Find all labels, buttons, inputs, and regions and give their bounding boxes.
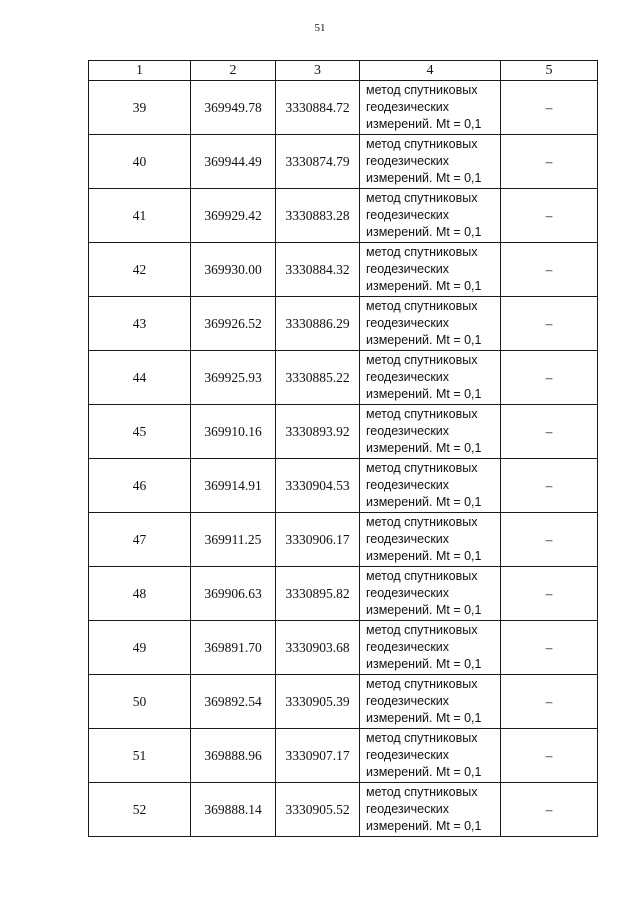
method-cell <box>360 675 501 729</box>
method-text-line: измерений. Mt = 0,1 <box>366 603 482 617</box>
method-text-line: метод спутниковых <box>366 407 478 421</box>
column-5-cell: – <box>501 783 598 837</box>
column-5-cell: – <box>501 189 598 243</box>
table-row <box>89 243 598 297</box>
table-body <box>89 81 598 837</box>
method-text-line: геодезических <box>366 262 450 276</box>
method-cell <box>360 513 501 567</box>
point-number-cell: 46 <box>89 459 191 513</box>
x-coordinate-cell: 369925.93 <box>191 351 276 405</box>
method-text-line: измерений. Mt = 0,1 <box>366 387 482 401</box>
point-number-cell: 43 <box>89 297 191 351</box>
method-text-line: измерений. Mt = 0,1 <box>366 657 482 671</box>
method-text-line: измерений. Mt = 0,1 <box>366 765 482 779</box>
header-col-2: 2 <box>191 61 276 81</box>
header-row <box>89 61 598 81</box>
method-text-line: метод спутниковых <box>366 353 478 367</box>
method-text-line: метод спутниковых <box>366 137 478 151</box>
header-col-1: 1 <box>89 61 191 81</box>
x-coordinate-cell: 369930.00 <box>191 243 276 297</box>
method-cell <box>360 459 501 513</box>
table-row <box>89 675 598 729</box>
method-text-line: измерений. Mt = 0,1 <box>366 441 482 455</box>
x-coordinate-cell: 369929.42 <box>191 189 276 243</box>
header-col-4: 4 <box>360 61 501 81</box>
method-text-line: метод спутниковых <box>366 83 478 97</box>
method-text-line: измерений. Mt = 0,1 <box>366 117 482 131</box>
method-text-line: метод спутниковых <box>366 191 478 205</box>
column-5-cell: – <box>501 621 598 675</box>
column-5-cell: – <box>501 81 598 135</box>
method-cell <box>360 297 501 351</box>
method-text-line: геодезических <box>366 694 450 708</box>
method-cell <box>360 405 501 459</box>
table-row <box>89 567 598 621</box>
y-coordinate-cell: 3330905.52 <box>276 783 360 837</box>
x-coordinate-cell: 369949.78 <box>191 81 276 135</box>
method-cell <box>360 243 501 297</box>
point-number-cell: 50 <box>89 675 191 729</box>
method-text-line: геодезических <box>366 478 450 492</box>
table-row <box>89 351 598 405</box>
y-coordinate-cell: 3330885.22 <box>276 351 360 405</box>
column-5-cell: – <box>501 351 598 405</box>
point-number-cell: 42 <box>89 243 191 297</box>
x-coordinate-cell: 369888.14 <box>191 783 276 837</box>
table-row <box>89 783 598 837</box>
table-row <box>89 405 598 459</box>
method-text-line: геодезических <box>366 424 450 438</box>
method-text-line: измерений. Mt = 0,1 <box>366 171 482 185</box>
x-coordinate-cell: 369944.49 <box>191 135 276 189</box>
method-text-line: геодезических <box>366 316 450 330</box>
y-coordinate-cell: 3330906.17 <box>276 513 360 567</box>
column-5-cell: – <box>501 243 598 297</box>
method-text-line: метод спутниковых <box>366 677 478 691</box>
y-coordinate-cell: 3330883.28 <box>276 189 360 243</box>
method-text-line: метод спутниковых <box>366 731 478 745</box>
column-5-cell: – <box>501 567 598 621</box>
method-text-line: геодезических <box>366 100 450 114</box>
method-text-line: измерений. Mt = 0,1 <box>366 819 482 833</box>
table-row <box>89 297 598 351</box>
y-coordinate-cell: 3330907.17 <box>276 729 360 783</box>
method-cell <box>360 81 501 135</box>
point-number-cell: 39 <box>89 81 191 135</box>
method-text-line: метод спутниковых <box>366 515 478 529</box>
method-text-line: геодезических <box>366 154 450 168</box>
x-coordinate-cell: 369911.25 <box>191 513 276 567</box>
method-text-line: измерений. Mt = 0,1 <box>366 333 482 347</box>
method-text-line: метод спутниковых <box>366 245 478 259</box>
method-text-line: геодезических <box>366 532 450 546</box>
method-cell <box>360 189 501 243</box>
point-number-cell: 47 <box>89 513 191 567</box>
method-text-line: измерений. Mt = 0,1 <box>366 711 482 725</box>
method-text-line: метод спутниковых <box>366 569 478 583</box>
table-row <box>89 621 598 675</box>
method-text-line: геодезических <box>366 370 450 384</box>
page-number: 51 <box>314 22 326 34</box>
method-text-line: геодезических <box>366 208 450 222</box>
point-number-cell: 44 <box>89 351 191 405</box>
x-coordinate-cell: 369910.16 <box>191 405 276 459</box>
header-col-5: 5 <box>501 61 598 81</box>
method-text-line: геодезических <box>366 586 450 600</box>
x-coordinate-cell: 369906.63 <box>191 567 276 621</box>
table-row <box>89 459 598 513</box>
method-text-line: метод спутниковых <box>366 623 478 637</box>
method-text-line: измерений. Mt = 0,1 <box>366 549 482 563</box>
point-number-cell: 48 <box>89 567 191 621</box>
method-cell <box>360 621 501 675</box>
column-5-cell: – <box>501 405 598 459</box>
method-text-line: геодезических <box>366 640 450 654</box>
point-number-cell: 51 <box>89 729 191 783</box>
method-text-line: геодезических <box>366 748 450 762</box>
column-5-cell: – <box>501 675 598 729</box>
method-text-line: измерений. Mt = 0,1 <box>366 279 482 293</box>
column-5-cell: – <box>501 513 598 567</box>
y-coordinate-cell: 3330884.72 <box>276 81 360 135</box>
method-text-line: измерений. Mt = 0,1 <box>366 225 482 239</box>
coordinates-table <box>88 60 598 837</box>
y-coordinate-cell: 3330905.39 <box>276 675 360 729</box>
y-coordinate-cell: 3330874.79 <box>276 135 360 189</box>
method-cell <box>360 567 501 621</box>
x-coordinate-cell: 369914.91 <box>191 459 276 513</box>
table-row <box>89 189 598 243</box>
y-coordinate-cell: 3330884.32 <box>276 243 360 297</box>
y-coordinate-cell: 3330904.53 <box>276 459 360 513</box>
method-text-line: метод спутниковых <box>366 785 478 799</box>
x-coordinate-cell: 369888.96 <box>191 729 276 783</box>
y-coordinate-cell: 3330886.29 <box>276 297 360 351</box>
x-coordinate-cell: 369891.70 <box>191 621 276 675</box>
point-number-cell: 52 <box>89 783 191 837</box>
point-number-cell: 40 <box>89 135 191 189</box>
y-coordinate-cell: 3330893.92 <box>276 405 360 459</box>
point-number-cell: 45 <box>89 405 191 459</box>
header-col-3: 3 <box>276 61 360 81</box>
method-cell <box>360 729 501 783</box>
point-number-cell: 49 <box>89 621 191 675</box>
table-row <box>89 81 598 135</box>
method-text-line: измерений. Mt = 0,1 <box>366 495 482 509</box>
method-cell <box>360 783 501 837</box>
column-5-cell: – <box>501 459 598 513</box>
method-cell <box>360 135 501 189</box>
column-5-cell: – <box>501 297 598 351</box>
table-header <box>89 61 598 81</box>
point-number-cell: 41 <box>89 189 191 243</box>
method-text-line: геодезических <box>366 802 450 816</box>
table-row <box>89 135 598 189</box>
table-row <box>89 513 598 567</box>
method-text-line: метод спутниковых <box>366 299 478 313</box>
method-cell <box>360 351 501 405</box>
column-5-cell: – <box>501 729 598 783</box>
y-coordinate-cell: 3330895.82 <box>276 567 360 621</box>
y-coordinate-cell: 3330903.68 <box>276 621 360 675</box>
x-coordinate-cell: 369892.54 <box>191 675 276 729</box>
method-text-line: метод спутниковых <box>366 461 478 475</box>
x-coordinate-cell: 369926.52 <box>191 297 276 351</box>
column-5-cell: – <box>501 135 598 189</box>
table-row <box>89 729 598 783</box>
